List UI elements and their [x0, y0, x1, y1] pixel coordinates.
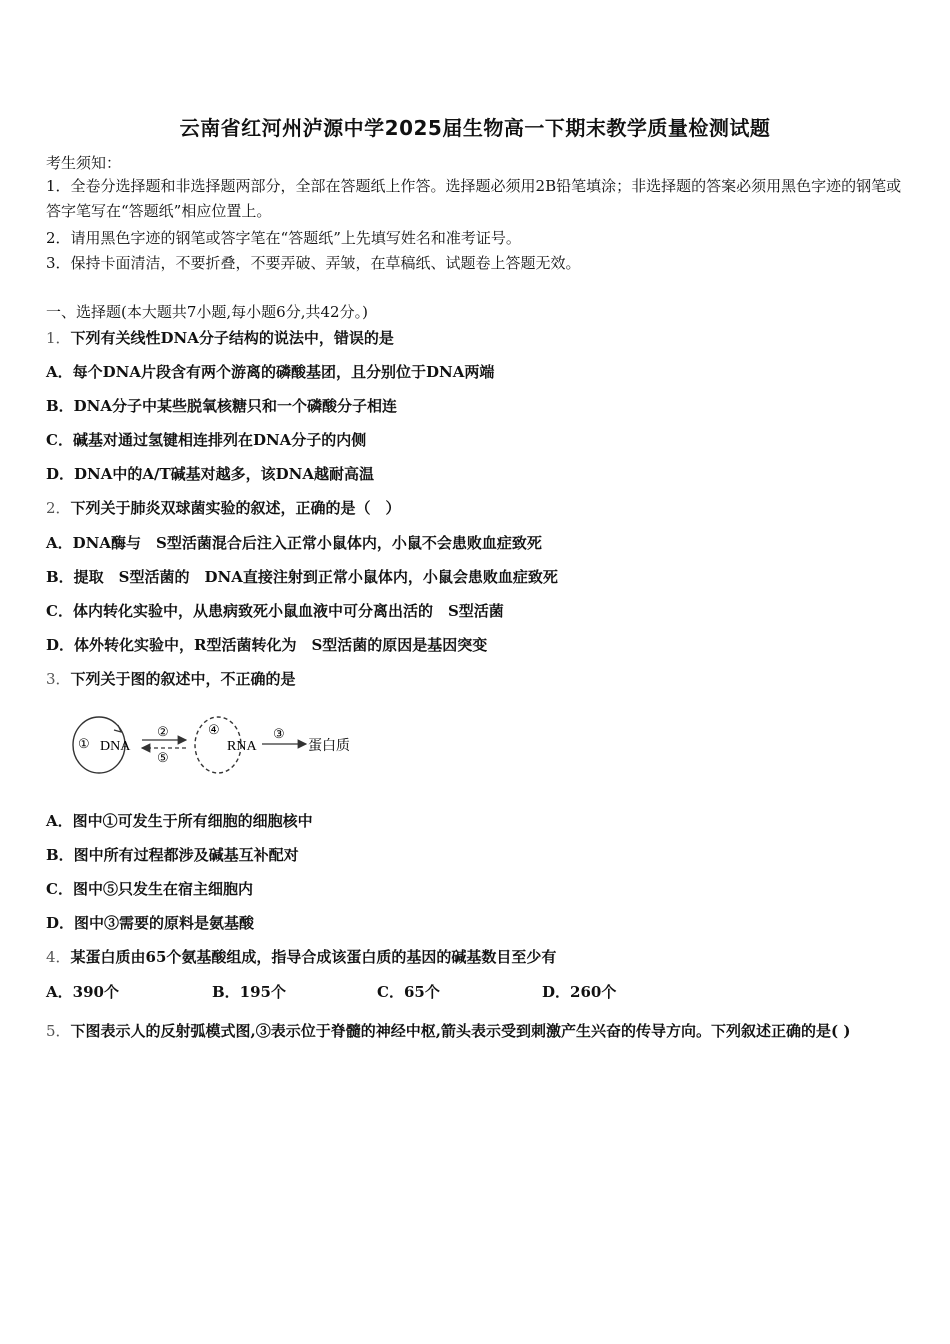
question-1 [46, 327, 394, 348]
q3-option-c: C．图中⑤只发生在宿主细胞内 [46, 880, 253, 898]
process-4-label: ④ [208, 723, 220, 738]
question-number: 1． [46, 329, 71, 347]
q4-option-d: D．260个 [542, 983, 617, 1001]
q4-option-b: B．195个 [212, 983, 286, 1001]
process-3-label: ③ [273, 727, 285, 742]
q2-option-a: A．DNA酶与 S型活菌混合后注入正常小鼠体内，小鼠不会患败血症致死 [46, 534, 542, 552]
notice-item-2: 2．请用黑色字迹的钢笔或答字笔在“答题纸”上先填写姓名和准考证号。 [46, 229, 521, 247]
q2-option-d: D．体外转化实验中，R型活菌转化为 S型活菌的原因是基因突变 [46, 636, 488, 654]
question-number: 5． [46, 1022, 71, 1040]
notice-item-3: 3．保持卡面清洁，不要折叠，不要弄破、弄皱，在草稿纸、试题卷上答题无效。 [46, 254, 581, 272]
question-stem: 下列关于图的叙述中，不正确的是 [70, 670, 296, 688]
section-heading: 一、选择题(本大题共7小题,每小题6分,共42分。) [46, 303, 368, 321]
question-4 [46, 946, 556, 967]
question-number: 4． [46, 948, 71, 966]
exam-title: 云南省红河州泸源中学2025届生物高一下期末教学质量检测试题 [179, 116, 771, 140]
question-number: 2． [46, 499, 71, 517]
process-2-label: ② [157, 725, 169, 740]
question-2 [46, 497, 401, 518]
question-3 [46, 668, 296, 689]
q1-option-c: C．碱基对通过氢键相连排列在DNA分子的内侧 [46, 431, 367, 449]
process-5-label: ⑤ [157, 751, 169, 766]
process-1-label: ① [78, 737, 90, 752]
q4-option-c: C．65个 [377, 983, 440, 1001]
question-stem: 下列关于肺炎双球菌实验的叙述，正确的是（ ） [70, 499, 401, 517]
central-dogma-diagram [66, 708, 366, 780]
dna-label: DNA [100, 739, 131, 754]
q1-option-d: D．DNA中的A/T碱基对越多，该DNA越耐高温 [46, 465, 375, 483]
q1-option-a: A．每个DNA片段含有两个游离的磷酸基团，且分别位于DNA两端 [46, 363, 495, 381]
q1-option-b: B．DNA分子中某些脱氧核糖只和一个磷酸分子相连 [46, 397, 398, 415]
q3-option-a: A．图中①可发生于所有细胞的细胞核中 [46, 812, 313, 830]
notice-heading: 考生须知： [46, 154, 122, 172]
question-5 [46, 1013, 906, 1049]
q4-option-a: A．390个 [46, 983, 119, 1001]
protein-label: 蛋白质 [308, 738, 350, 754]
question-stem: 下列有关线性DNA分子结构的说法中，错误的是 [70, 329, 394, 347]
question-stem: 某蛋白质由65个氨基酸组成，指导合成该蛋白质的基因的碱基数目至少有 [70, 948, 557, 966]
notice-item-1: 1．全卷分选择题和非选择题两部分，全部在答题纸上作答。选择题必须用2B铅笔填涂；非选择题的答案必须用黑色字迹的钢笔或答字笔写在“答题纸”相应位置上。 [46, 177, 902, 220]
q3-option-b: B．图中所有过程都涉及碱基互补配对 [46, 846, 299, 864]
q2-option-c: C．体内转化实验中，从患病致死小鼠血液中可分离出活的 S型活菌 [46, 602, 504, 620]
q3-option-d: D．图中③需要的原料是氨基酸 [46, 914, 255, 932]
question-number: 3． [46, 670, 71, 688]
rna-label: RNA [227, 739, 257, 754]
q2-option-b: B．提取 S型活菌的 DNA直接注射到正常小鼠体内，小鼠会患败血症致死 [46, 568, 558, 586]
question-stem: 下图表示人的反射弧模式图,③表示位于脊髓的神经中枢,箭头表示受到刺激产生兴奋的传导方向。下列叙述正确的是( ) [70, 1022, 851, 1040]
